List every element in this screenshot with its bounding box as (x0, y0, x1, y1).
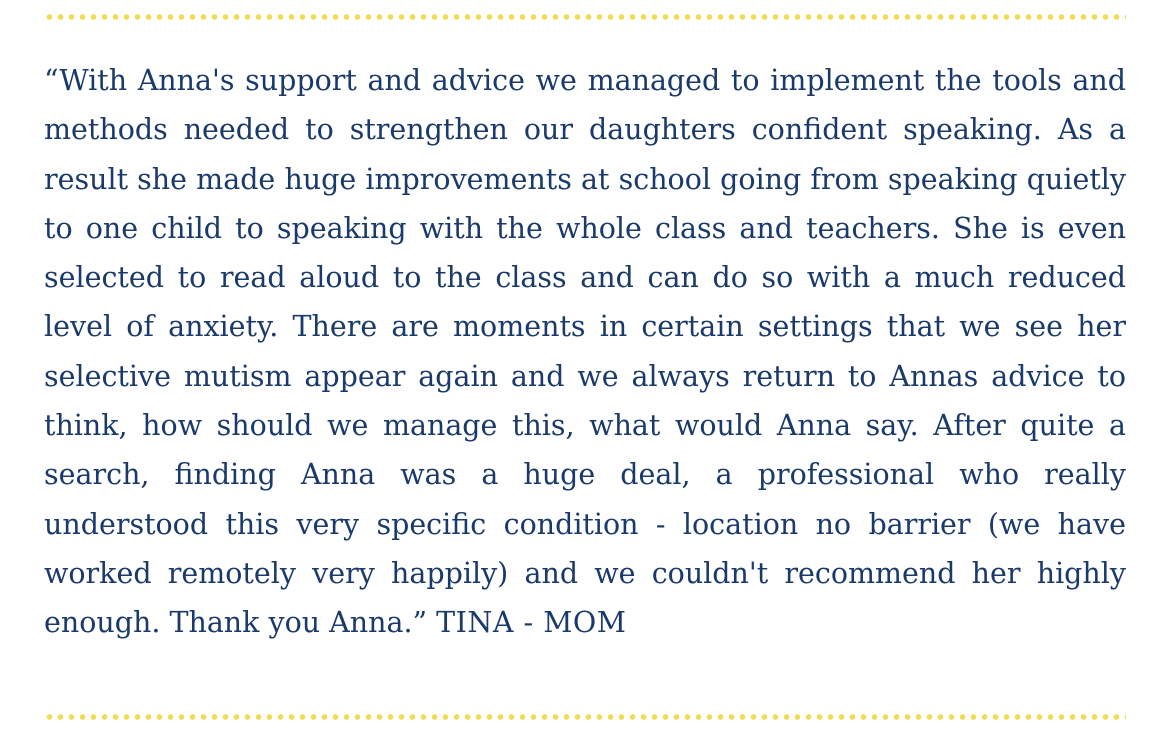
testimonial-quote (44, 56, 1126, 648)
top-dotted-divider (44, 14, 1126, 20)
testimonial-text: “With Anna's support and advice we managed to implement the tools and methods needed to strengthen our daughters confident speaking. As a result she made huge improvements at school going from speaking quietly to one child to speaking with the whole class and teachers. She is even selected to read aloud to the class and can do so with a much reduced level of anxiety. There are moments in certain settings that we see her selective mutism appear again and we always return to Annas advice to think, how should we manage this, what would Anna say. After quite a search, finding Anna was a huge deal, a professional who really understood this very specific condition - location no barrier (we have worked remotely very happily) and we couldn't recommend her highly enough. Thank you Anna.” (44, 64, 1126, 640)
testimonial-author: TINA - MOM (436, 606, 627, 640)
bottom-dotted-divider (44, 714, 1126, 720)
